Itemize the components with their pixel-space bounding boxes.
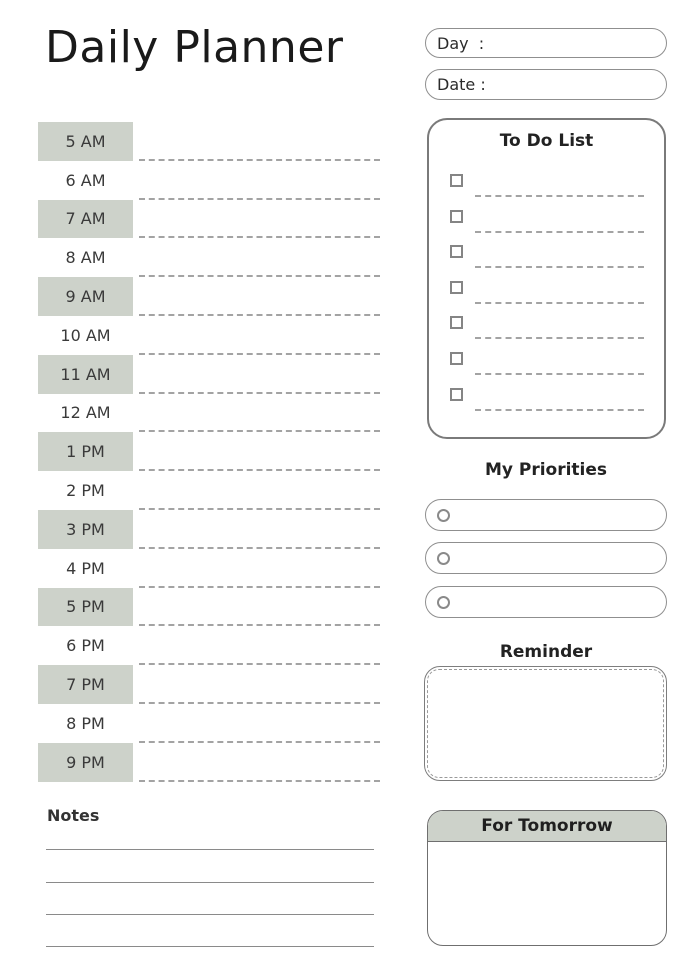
reminder-title: Reminder [499, 642, 593, 662]
todo-item [429, 269, 664, 305]
time-slot-row [38, 626, 380, 665]
todo-item [429, 340, 664, 376]
time-slot-row [38, 743, 380, 782]
time-slot-label: 2 PM [66, 481, 105, 501]
time-slot-row [38, 238, 380, 277]
notes-section [46, 818, 374, 947]
todo-item [429, 233, 664, 269]
time-slot-label: 6 AM [65, 170, 106, 190]
todo-item [429, 376, 664, 412]
time-slot-label: 5 AM [38, 122, 133, 161]
time-slot-row [38, 471, 380, 510]
time-slot-label: 7 PM [38, 665, 133, 704]
for-tomorrow-title: For Tomorrow [481, 816, 613, 836]
time-slot-row [38, 549, 380, 588]
time-slot-row [38, 161, 380, 200]
time-slot-row [38, 394, 380, 433]
time-slot-label: 9 PM [38, 743, 133, 782]
note-line[interactable] [46, 850, 374, 882]
time-slot-row [38, 277, 380, 316]
priorities-title: My Priorities [484, 460, 608, 480]
time-slot-label: 5 PM [38, 588, 133, 627]
priority-field[interactable] [425, 499, 667, 531]
circle-bullet-icon [437, 552, 450, 565]
todo-checkbox[interactable] [450, 316, 463, 329]
time-slot-label: 7 AM [38, 200, 133, 239]
page-title: Daily Planner [45, 22, 344, 73]
todo-checkbox[interactable] [450, 174, 463, 187]
time-slot-label: 1 PM [38, 432, 133, 471]
time-slot-label: 10 AM [60, 325, 111, 345]
circle-bullet-icon [437, 509, 450, 522]
time-slot-label: 8 AM [65, 248, 106, 268]
time-slot-row [38, 665, 380, 704]
time-slot-label: 11 AM [38, 355, 133, 394]
notes-title: Notes [47, 806, 100, 825]
time-slot-row [38, 355, 380, 394]
todo-checkbox[interactable] [450, 352, 463, 365]
priority-field[interactable] [425, 542, 667, 574]
todo-checkbox[interactable] [450, 245, 463, 258]
date-field-label: Date : [437, 75, 486, 94]
todo-item [429, 198, 664, 234]
time-slot-row [38, 200, 380, 239]
time-slot-label: 9 AM [38, 277, 133, 316]
time-schedule [38, 122, 380, 782]
for-tomorrow-box [427, 810, 667, 946]
todo-item [429, 304, 664, 340]
reminder-box[interactable] [424, 666, 667, 781]
date-field[interactable] [425, 69, 667, 100]
todo-checkbox[interactable] [450, 210, 463, 223]
day-field[interactable] [425, 28, 667, 58]
time-slot-row [38, 704, 380, 743]
time-slot-label: 4 PM [66, 558, 105, 578]
time-slot-row [38, 432, 380, 471]
reminder-inner-dashed-border [427, 669, 664, 778]
time-slot-writing-line[interactable] [139, 780, 380, 782]
day-field-label: Day : [437, 33, 485, 53]
for-tomorrow-header [428, 811, 666, 842]
todo-writing-line[interactable] [475, 409, 644, 411]
note-line[interactable] [46, 818, 374, 850]
time-slot-row [38, 510, 380, 549]
priority-field[interactable] [425, 586, 667, 618]
todo-items [429, 162, 664, 411]
todo-list-title: To Do List [499, 131, 594, 151]
for-tomorrow-writing-area[interactable] [428, 844, 666, 946]
todo-item [429, 162, 664, 198]
todo-checkbox[interactable] [450, 281, 463, 294]
time-slot-row [38, 122, 380, 161]
time-slot-label: 12 AM [60, 403, 111, 423]
time-slot-row [38, 316, 380, 355]
todo-checkbox[interactable] [450, 388, 463, 401]
circle-bullet-icon [437, 596, 450, 609]
note-line[interactable] [46, 915, 374, 947]
todo-list-box [427, 118, 666, 439]
time-slot-label: 6 PM [66, 636, 105, 656]
time-slot-row [38, 588, 380, 627]
time-slot-label: 3 PM [38, 510, 133, 549]
note-line[interactable] [46, 883, 374, 915]
time-slot-label: 8 PM [66, 713, 105, 733]
